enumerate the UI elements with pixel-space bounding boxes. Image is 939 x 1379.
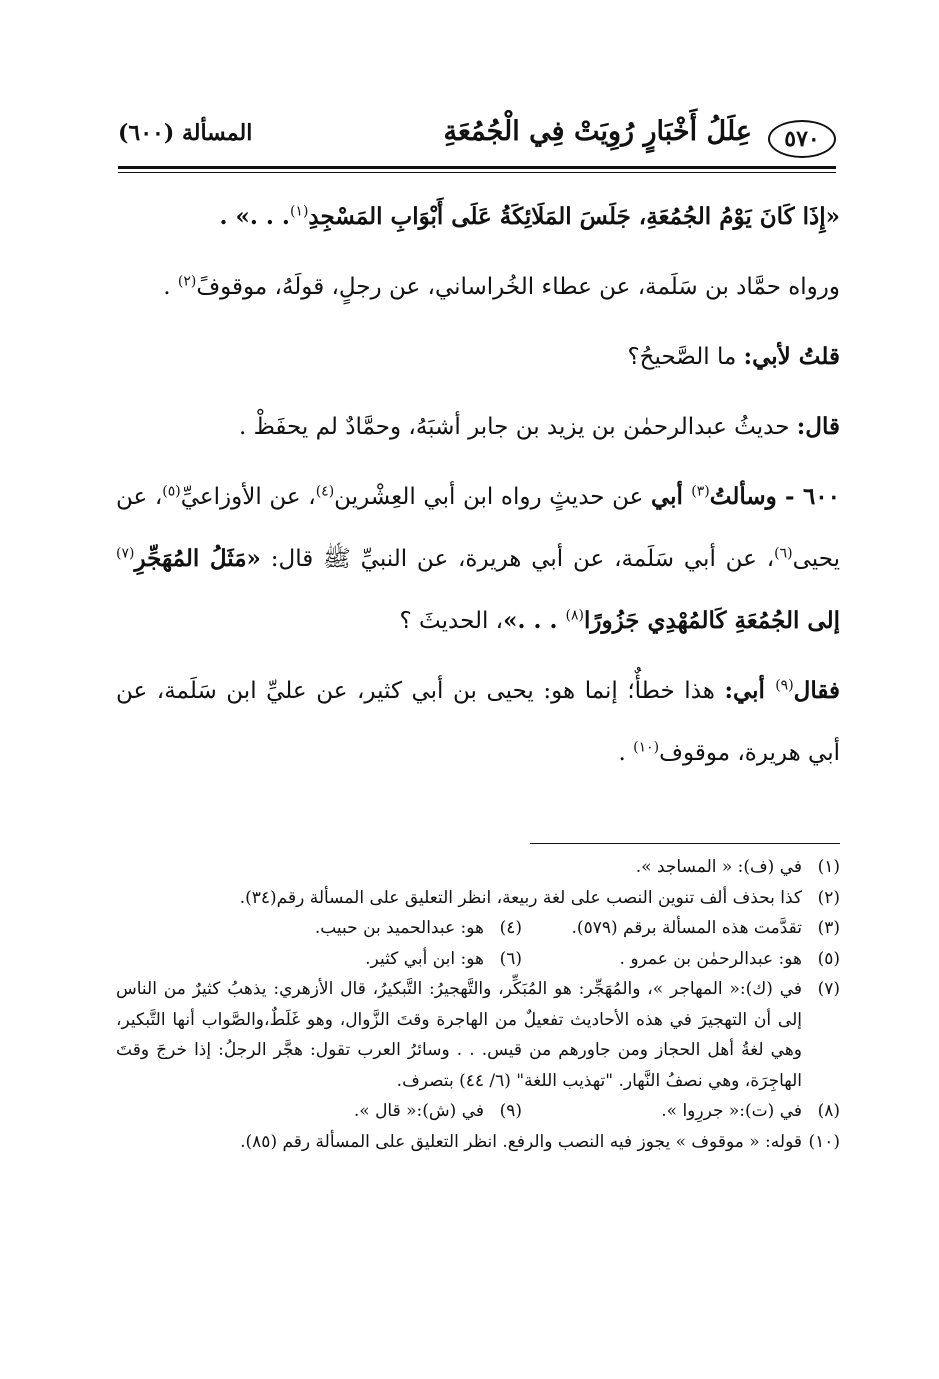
reply-paragraph (116, 660, 840, 784)
question-text: ما الصَّحيحُ؟ (627, 344, 744, 370)
footnote-number: (٧) (817, 979, 840, 999)
question-line (116, 326, 840, 388)
footnote-number: (١٠) (808, 1131, 840, 1152)
reply-text: هذا خطأٌ؛ إنما هو: يحيى بن أبي كثير، عن عليِّ ابن سَلَمة، عن أبي هريرة، موقوف (116, 678, 840, 766)
footnote-separator (530, 843, 840, 844)
footnote-item (522, 944, 840, 975)
footnote-text: في (ش):« قال ». (353, 1101, 484, 1121)
footnote-ref: (٣) (691, 483, 710, 500)
masala-text: ، عن الأوزاعيِّ (180, 484, 316, 510)
answer-lead: قال: (796, 413, 840, 440)
footnote-ref: (١) (289, 203, 309, 220)
footnote-number: (٤) (499, 918, 522, 938)
footnote-pair (116, 913, 840, 944)
reply-lead: فقال (793, 677, 841, 704)
footnote-text: هو: عبدالحميد بن حبيب. (314, 918, 484, 938)
masala-text: عن حديثٍ رواه ابن أبي العِشْرين (334, 484, 651, 510)
reply-lead: أبي: (724, 677, 776, 704)
masala-text: ، عن يحيى (116, 484, 840, 572)
footnote-item (116, 1127, 840, 1158)
footnote-item (204, 913, 522, 944)
running-header (118, 116, 836, 164)
masala-abi: أبي (650, 483, 692, 510)
answer-text: حديثُ عبدالرحمٰن بن يزيد بن جابر أشبَهُ، وحمَّادٌ لم يحفَظْ . (238, 414, 797, 440)
footnote-ref: (١٠) (633, 739, 660, 756)
footnote-ref: (٧) (116, 545, 135, 562)
running-title: عِلَلُ أَخْبَارٍ رُوِيَتْ فِي الْجُمُعَةِ (443, 116, 752, 147)
footnote-item (116, 883, 840, 914)
footnote-text: في (ت):« جررِوا ». (661, 1101, 802, 1121)
footnote-text: في (ف): « المساجد ». (635, 857, 802, 877)
footnote-text: تقدَّمت هذه المسألة برقم (٥٧٩). (571, 918, 802, 938)
footnote-number: (٨) (817, 1101, 840, 1121)
footnote-text: هو: عبدالرحمٰن بن عمرو . (619, 948, 802, 969)
hadith-text: . . .» (503, 607, 566, 634)
footnote-text: كذا بحذف ألف تنوين النصب على لغة ربيعة، انظر التعليق على المسألة رقم(٣٤). (239, 887, 802, 908)
hadith-quote (116, 186, 840, 248)
page-number: ٥٧٠ (768, 120, 836, 158)
footnote-item (522, 913, 840, 944)
masala-text: ، عن أبي سَلَمة، عن أبي هريرة، عن النبيِّ ﷺ قال: (260, 546, 775, 572)
paragraph-riwaya (116, 256, 840, 318)
footnote-ref: (٨) (565, 607, 584, 624)
hadith-text: إلى الجُمُعَةِ كَالمُهْدِي جَزُورًا (583, 607, 840, 634)
masala-title: المسألة (٦٠٠) (118, 120, 253, 146)
header-rule-thick (118, 166, 836, 169)
footnote-item (204, 944, 522, 975)
paragraph-end: . (163, 274, 178, 300)
footnote-number: (٥) (817, 948, 840, 969)
footnote-item (522, 1096, 840, 1127)
footnote-ref: (٩) (775, 677, 794, 694)
footnote-number: (٢) (817, 887, 840, 908)
footnote-item (116, 852, 840, 883)
quote-end: . . .» . (219, 203, 290, 230)
answer-line (116, 396, 840, 458)
paragraph-text: ورواه حمَّاد بن سَلَمة، عن عطاء الخُراساني، عن رجلٍ، قولَهُ، موقوفً (196, 274, 840, 300)
question-lead: قلتُ لأبي: (743, 343, 840, 370)
footnote-number: (٩) (499, 1101, 522, 1121)
footnote-ref: (٢) (177, 273, 197, 290)
reply-end: . (618, 740, 634, 766)
hadith-text: «مَثَلُ المُهَجِّرِ (134, 545, 261, 572)
footnote-ref: (٤) (315, 483, 335, 500)
footnote-pair (116, 1096, 840, 1127)
footnote-text: في (ك):« المهاجر »، والمُهَجِّر: هو المُبَكِّر، والتَّهجيرُ: التَّبكيرُ، قال الأزهري: يذهبُ كثيرٌ من الناس إلى أن التهجيرَ في هذه الأحاديث تفعيلٌ من الهاجرة وقتَ الزَّوال، وهو غَلَطٌ،والصَّواب أنها التَّبكير، وهي لغةُ أهل الحجاز ومن جاورهم من قيس. . . وسائرُ العرب تقول: هجَّر الرجلُ: إذا خرجَ وقتَ الهاجِرَة، وهي نصفُ النَّهار. "تهذيب اللغة" (٦/ ٤٤) بتصرف. (116, 979, 802, 1091)
footnote-text: هو: ابن أبي كثير. (365, 948, 484, 969)
footnote-item (116, 974, 840, 1096)
masala-number: ٦٠٠ - وسألتُ (709, 483, 840, 510)
footnote-text: قوله: « موقوف » يجوز فيه النصب والرفع. انظر التعليق على المسألة رقم (٨٥). (240, 1131, 802, 1152)
footnote-number: (١) (817, 857, 840, 877)
masala-end: ، الحديثَ ؟ (399, 608, 504, 634)
main-text (116, 186, 840, 792)
footnote-ref: (٥) (162, 483, 181, 500)
footnote-number: (٣) (817, 918, 840, 938)
footnote-item (204, 1096, 522, 1127)
footnote-number: (٦) (499, 948, 522, 969)
header-rule-thin (118, 172, 836, 173)
footnote-pair (116, 944, 840, 975)
footnote-ref: (٦) (774, 545, 793, 562)
quote-text: «إِذَا كَانَ يَوْمُ الجُمُعَةِ، جَلَسَ المَلَائِكَةُ عَلَى أَبْوَابِ المَسْجِدِ (308, 203, 840, 230)
masala-paragraph (116, 466, 840, 652)
footnotes (116, 852, 840, 1157)
